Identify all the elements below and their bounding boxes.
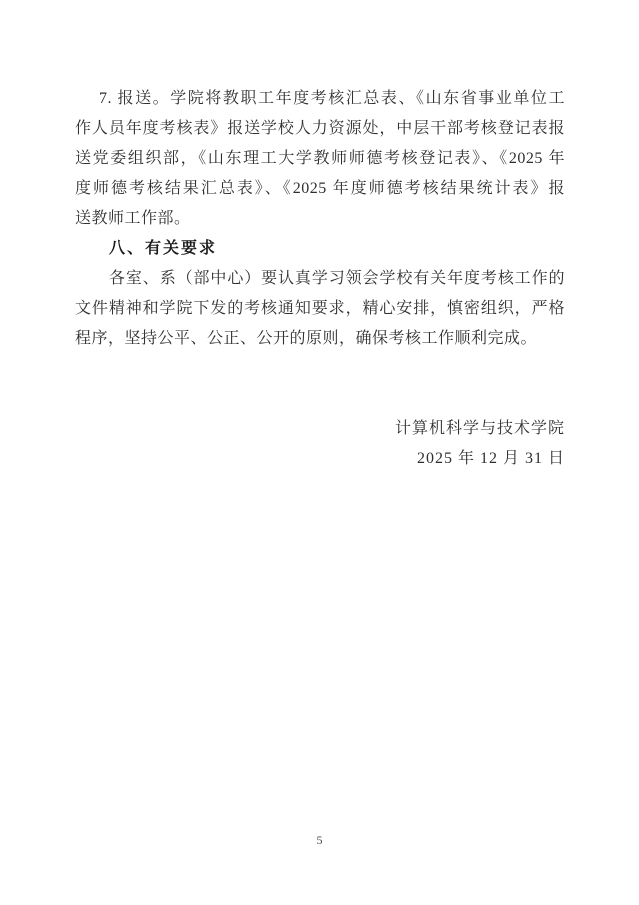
- section-heading-8-requirements: 八、有关要求: [109, 240, 218, 257]
- page-number: 5: [316, 833, 323, 847]
- text-line: 作人员年度考核表》报送学校人力资源处，中层干部考核登记表报: [75, 120, 565, 137]
- signature-organization: 计算机科学与技术学院: [394, 420, 565, 437]
- text-line: 7. 报送。学院将教职工年度考核汇总表、《山东省事业单位工: [99, 90, 565, 107]
- text-line: 送党委组织部，《山东理工大学教师师德考核登记表》、《2025 年: [75, 150, 565, 167]
- text-line: 度师德考核结果汇总表》、《2025 年度师德考核结果统计表》报: [75, 180, 565, 197]
- text-line: 程序，坚持公平、公正、公开的原则，确保考核工作顺利完成。: [75, 330, 538, 347]
- text-line: 文件精神和学院下发的考核通知要求，精心安排，慎密组织，严格: [75, 300, 565, 317]
- document-body: [75, 84, 565, 474]
- paragraph-item-7-baosong: [75, 84, 565, 234]
- text-line: 送教师工作部。: [75, 210, 191, 227]
- signature-block: [75, 414, 565, 474]
- text-line: 各室、系（部中心）要认真学习领会学校有关年度考核工作的: [109, 270, 565, 287]
- paragraph-section-8-body: [75, 264, 565, 354]
- signature-date: 2025 年 12 月 31 日: [416, 450, 565, 467]
